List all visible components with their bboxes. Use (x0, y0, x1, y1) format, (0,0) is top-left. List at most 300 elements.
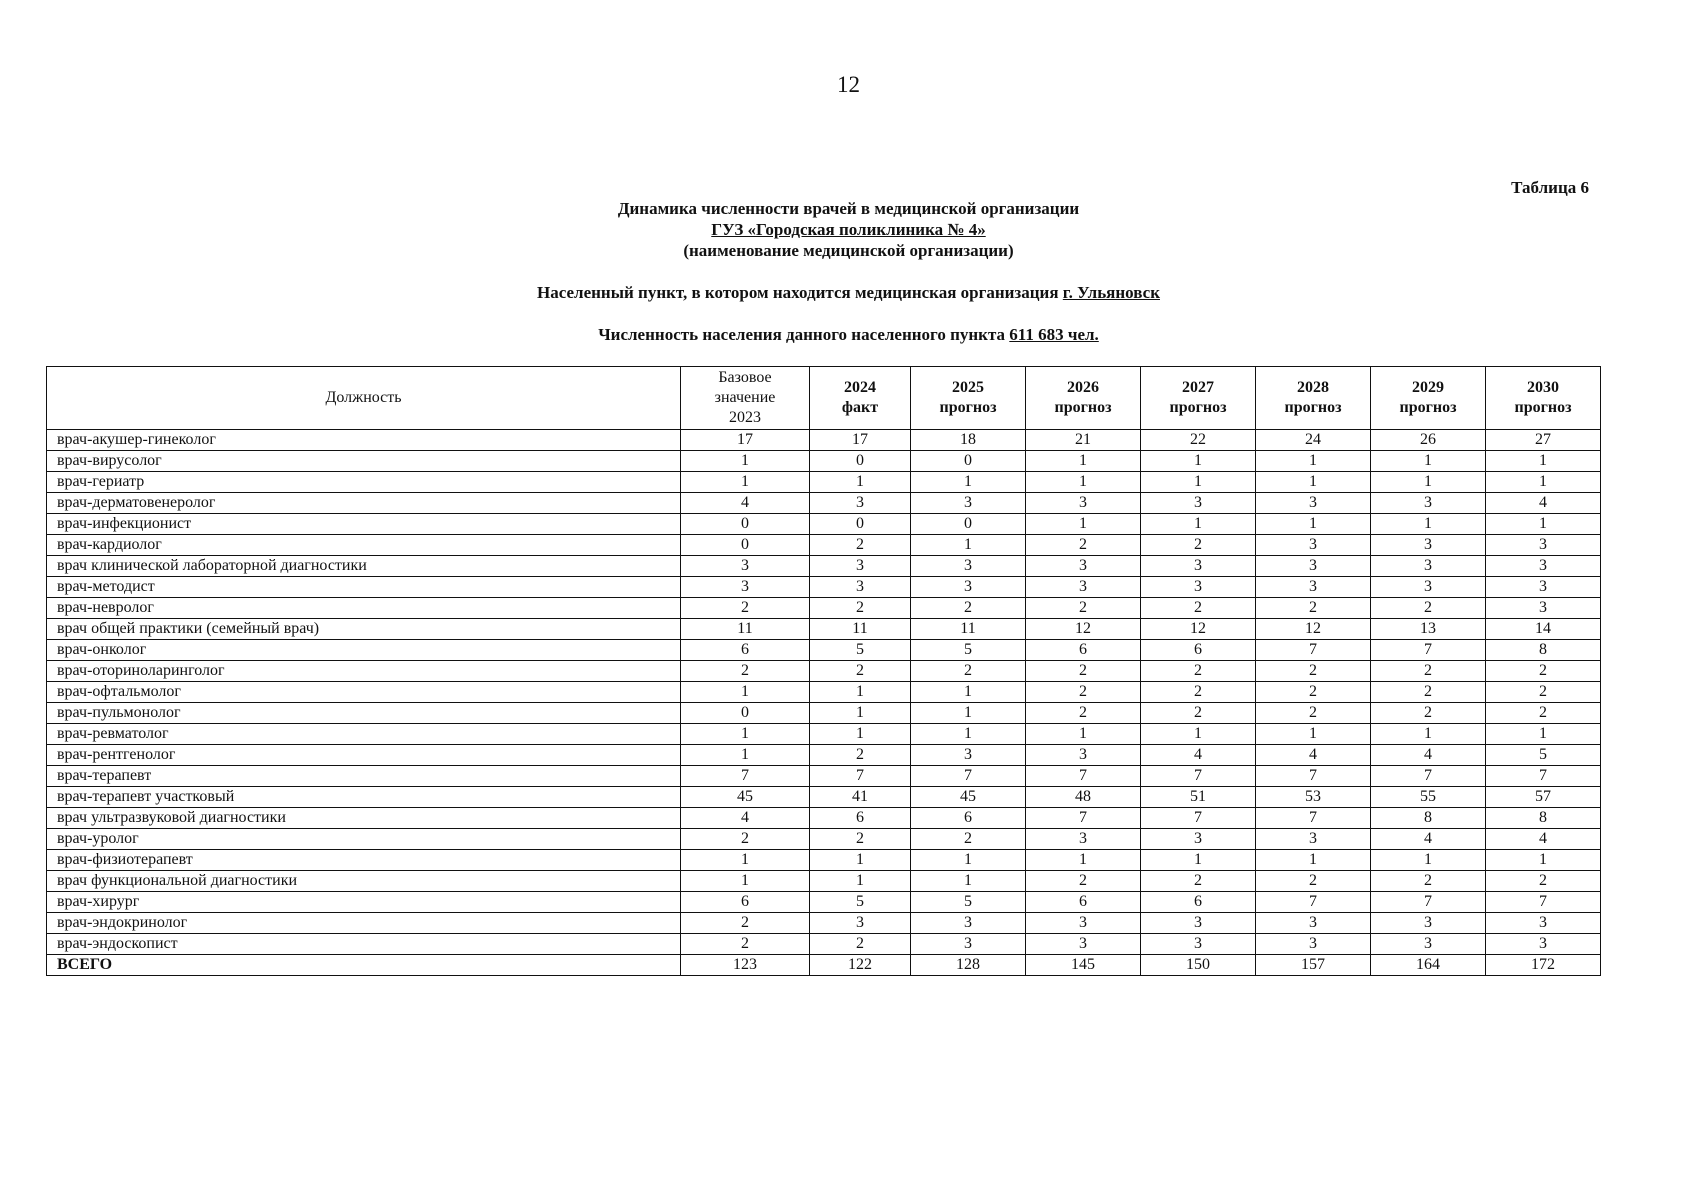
value-cell: 4 (681, 493, 810, 514)
value-cell: 2 (1486, 682, 1601, 703)
value-cell: 1 (1026, 724, 1141, 745)
value-cell: 3 (1256, 913, 1371, 934)
value-cell: 7 (1371, 892, 1486, 913)
year-column-header (911, 367, 1026, 430)
value-cell: 3 (810, 577, 911, 598)
value-cell: 7 (681, 766, 810, 787)
value-cell: 1 (1371, 724, 1486, 745)
position-cell: врач клинической лабораторной диагностики (47, 556, 681, 577)
settlement-value: г. Ульяновск (1062, 283, 1160, 302)
position-cell: врач-ревматолог (47, 724, 681, 745)
value-cell: 5 (1486, 745, 1601, 766)
value-cell: 1 (681, 451, 810, 472)
value-cell: 3 (1026, 913, 1141, 934)
value-cell: 4 (1256, 745, 1371, 766)
value-cell: 1 (911, 472, 1026, 493)
position-cell: врач-акушер-гинеколог (47, 430, 681, 451)
value-cell: 2 (1141, 871, 1256, 892)
value-cell: 0 (810, 451, 911, 472)
value-cell: 3 (1371, 934, 1486, 955)
value-cell: 6 (911, 808, 1026, 829)
value-cell: 26 (1371, 430, 1486, 451)
value-cell: 2 (1371, 682, 1486, 703)
value-cell: 2 (1141, 598, 1256, 619)
value-cell: 2 (681, 598, 810, 619)
table-row (47, 577, 1601, 598)
position-cell: врач-инфекционист (47, 514, 681, 535)
table-header-row (47, 367, 1601, 430)
value-cell: 7 (1256, 766, 1371, 787)
value-cell: 7 (1371, 640, 1486, 661)
population-line (0, 325, 1697, 345)
value-cell: 17 (681, 430, 810, 451)
year-column-header (1256, 367, 1371, 430)
value-cell: 2 (1026, 871, 1141, 892)
position-cell: врач-онколог (47, 640, 681, 661)
value-cell: 2 (810, 598, 911, 619)
value-cell: 1 (1486, 514, 1601, 535)
value-cell: 12 (1141, 619, 1256, 640)
table-row (47, 724, 1601, 745)
position-cell: врач общей практики (семейный врач) (47, 619, 681, 640)
value-cell: 2 (1141, 703, 1256, 724)
year-column-header (1371, 367, 1486, 430)
population-label: Численность населения данного населенного пункта (598, 325, 1006, 344)
value-cell: 18 (911, 430, 1026, 451)
value-cell: 3 (1486, 913, 1601, 934)
value-cell: 3 (1256, 556, 1371, 577)
table-row (47, 493, 1601, 514)
value-cell: 5 (810, 640, 911, 661)
position-cell: врач-терапевт участковый (47, 787, 681, 808)
position-cell: врач-уролог (47, 829, 681, 850)
value-cell: 1 (810, 472, 911, 493)
value-cell: 3 (1141, 934, 1256, 955)
value-cell: 4 (1141, 745, 1256, 766)
value-cell: 5 (911, 892, 1026, 913)
value-cell: 0 (911, 514, 1026, 535)
position-cell: врач-оториноларинголог (47, 661, 681, 682)
table-row (47, 703, 1601, 724)
value-cell: 5 (911, 640, 1026, 661)
value-cell: 7 (1486, 892, 1601, 913)
value-cell: 2 (810, 745, 911, 766)
doctor-staffing-table (46, 366, 1601, 976)
position-cell: врач-гериатр (47, 472, 681, 493)
value-cell: 7 (1371, 766, 1486, 787)
value-cell: 2 (1256, 871, 1371, 892)
value-cell: 8 (1486, 640, 1601, 661)
value-cell: 1 (1141, 514, 1256, 535)
value-cell: 3 (1371, 556, 1486, 577)
value-cell: 3 (1141, 829, 1256, 850)
value-cell: 2 (1371, 871, 1486, 892)
value-cell: 3 (1141, 556, 1256, 577)
value-cell: 6 (1026, 640, 1141, 661)
value-cell: 1 (681, 472, 810, 493)
value-cell: 51 (1141, 787, 1256, 808)
value-cell: 3 (1486, 577, 1601, 598)
heading-title: Динамика численности врачей в медицинской организации (617, 199, 1080, 218)
value-cell: 12 (1026, 619, 1141, 640)
value-cell: 1 (1371, 514, 1486, 535)
header-kind: прогноз (1514, 399, 1572, 416)
base-value-column-header (681, 367, 810, 430)
header-year: 2030 (1527, 379, 1559, 396)
value-cell: 14 (1486, 619, 1601, 640)
header-kind: прогноз (939, 399, 997, 416)
value-cell: 3 (681, 556, 810, 577)
position-cell: врач-дерматовенеролог (47, 493, 681, 514)
value-cell: 122 (810, 955, 911, 976)
value-cell: 3 (1486, 598, 1601, 619)
value-cell: 1 (1026, 850, 1141, 871)
value-cell: 2 (810, 661, 911, 682)
table-row (47, 913, 1601, 934)
value-cell: 0 (681, 703, 810, 724)
value-cell: 3 (1026, 577, 1141, 598)
value-cell: 2 (1256, 682, 1371, 703)
position-cell: врач-пульмонолог (47, 703, 681, 724)
value-cell: 3 (1486, 535, 1601, 556)
value-cell: 3 (911, 934, 1026, 955)
value-cell: 41 (810, 787, 911, 808)
position-cell: врач-эндоскопист (47, 934, 681, 955)
value-cell: 1 (1371, 472, 1486, 493)
base-header-line: 2023 (729, 409, 761, 426)
value-cell: 57 (1486, 787, 1601, 808)
value-cell: 3 (1256, 577, 1371, 598)
value-cell: 6 (810, 808, 911, 829)
header-year: 2024 (844, 379, 876, 396)
value-cell: 128 (911, 955, 1026, 976)
value-cell: 6 (1141, 892, 1256, 913)
organization-name: ГУЗ «Городская поликлиника № 4» (711, 220, 986, 239)
header-year: 2028 (1297, 379, 1329, 396)
value-cell: 3 (1256, 493, 1371, 514)
value-cell: 6 (1141, 640, 1256, 661)
value-cell: 3 (1026, 493, 1141, 514)
value-cell: 3 (1256, 934, 1371, 955)
table-row (47, 787, 1601, 808)
value-cell: 3 (911, 913, 1026, 934)
year-column-header (1486, 367, 1601, 430)
value-cell: 1 (1141, 472, 1256, 493)
value-cell: 1 (810, 871, 911, 892)
value-cell: 1 (911, 703, 1026, 724)
header-year: 2027 (1182, 379, 1214, 396)
value-cell: 1 (1371, 850, 1486, 871)
year-column-header (1141, 367, 1256, 430)
value-cell: 1 (1256, 472, 1371, 493)
value-cell: 1 (681, 745, 810, 766)
value-cell: 4 (1371, 745, 1486, 766)
value-cell: 1 (681, 871, 810, 892)
value-cell: 55 (1371, 787, 1486, 808)
settlement-label: Населенный пункт, в котором находится медицинская организация (537, 283, 1059, 302)
value-cell: 7 (1026, 808, 1141, 829)
value-cell: 172 (1486, 955, 1601, 976)
total-row (47, 955, 1601, 976)
position-column-header: Должность (47, 367, 681, 430)
base-header-line: Базовое (718, 369, 772, 386)
value-cell: 4 (1486, 829, 1601, 850)
value-cell: 3 (1486, 556, 1601, 577)
value-cell: 7 (911, 766, 1026, 787)
value-cell: 2 (1486, 703, 1601, 724)
value-cell: 1 (1256, 724, 1371, 745)
value-cell: 2 (1371, 661, 1486, 682)
value-cell: 3 (1371, 577, 1486, 598)
table-row (47, 472, 1601, 493)
value-cell: 2 (810, 535, 911, 556)
value-cell: 4 (1486, 493, 1601, 514)
year-column-header (810, 367, 911, 430)
value-cell: 3 (911, 556, 1026, 577)
value-cell: 1 (810, 850, 911, 871)
value-cell: 157 (1256, 955, 1371, 976)
value-cell: 2 (1141, 661, 1256, 682)
value-cell: 1 (1486, 472, 1601, 493)
page-number: 12 (837, 72, 860, 97)
value-cell: 3 (911, 577, 1026, 598)
position-cell: врач-эндокринолог (47, 913, 681, 934)
table-row (47, 871, 1601, 892)
table-row (47, 598, 1601, 619)
value-cell: 1 (810, 703, 911, 724)
value-cell: 7 (1141, 766, 1256, 787)
value-cell: 1 (911, 535, 1026, 556)
value-cell: 53 (1256, 787, 1371, 808)
value-cell: 3 (1256, 829, 1371, 850)
value-cell: 150 (1141, 955, 1256, 976)
value-cell: 123 (681, 955, 810, 976)
position-cell: врач-терапевт (47, 766, 681, 787)
value-cell: 7 (1256, 640, 1371, 661)
value-cell: 1 (1371, 451, 1486, 472)
value-cell: 2 (681, 934, 810, 955)
value-cell: 2 (1026, 682, 1141, 703)
value-cell: 7 (810, 766, 911, 787)
value-cell: 2 (681, 913, 810, 934)
value-cell: 48 (1026, 787, 1141, 808)
value-cell: 1 (810, 724, 911, 745)
base-header-line: значение (714, 389, 776, 406)
value-cell: 1 (1256, 850, 1371, 871)
value-cell: 2 (1256, 703, 1371, 724)
header-kind: прогноз (1284, 399, 1342, 416)
position-cell: врач-хирург (47, 892, 681, 913)
value-cell: 1 (681, 724, 810, 745)
position-cell: врач функциональной диагностики (47, 871, 681, 892)
organization-caption: (наименование медицинской организации) (683, 241, 1014, 260)
header-kind: прогноз (1054, 399, 1112, 416)
value-cell: 2 (1371, 598, 1486, 619)
table-row (47, 640, 1601, 661)
table-row (47, 682, 1601, 703)
table-row (47, 514, 1601, 535)
header-year: 2029 (1412, 379, 1444, 396)
table-row (47, 766, 1601, 787)
value-cell: 2 (810, 934, 911, 955)
value-cell: 1 (681, 850, 810, 871)
value-cell: 1 (681, 682, 810, 703)
value-cell: 2 (911, 829, 1026, 850)
value-cell: 2 (681, 661, 810, 682)
value-cell: 2 (1256, 598, 1371, 619)
population-value: 611 683 чел. (1009, 325, 1099, 344)
value-cell: 2 (810, 829, 911, 850)
value-cell: 3 (810, 913, 911, 934)
value-cell: 3 (1256, 535, 1371, 556)
position-cell: врач-вирусолог (47, 451, 681, 472)
value-cell: 1 (1486, 850, 1601, 871)
value-cell: 7 (1486, 766, 1601, 787)
value-cell: 1 (1141, 451, 1256, 472)
value-cell: 1 (1141, 724, 1256, 745)
value-cell: 0 (810, 514, 911, 535)
value-cell: 4 (681, 808, 810, 829)
value-cell: 3 (1486, 934, 1601, 955)
value-cell: 2 (1141, 535, 1256, 556)
value-cell: 5 (810, 892, 911, 913)
value-cell: 1 (1486, 724, 1601, 745)
value-cell: 2 (1026, 703, 1141, 724)
value-cell: 45 (911, 787, 1026, 808)
table-row (47, 850, 1601, 871)
table-body (47, 430, 1601, 976)
value-cell: 0 (681, 535, 810, 556)
value-cell: 1 (810, 682, 911, 703)
value-cell: 6 (1026, 892, 1141, 913)
position-cell: врач-рентгенолог (47, 745, 681, 766)
value-cell: 7 (1256, 892, 1371, 913)
header-kind: прогноз (1169, 399, 1227, 416)
value-cell: 11 (681, 619, 810, 640)
value-cell: 21 (1026, 430, 1141, 451)
value-cell: 3 (911, 745, 1026, 766)
value-cell: 1 (1141, 850, 1256, 871)
value-cell: 145 (1026, 955, 1141, 976)
value-cell: 24 (1256, 430, 1371, 451)
position-cell: врач-методист (47, 577, 681, 598)
value-cell: 22 (1141, 430, 1256, 451)
value-cell: 2 (1026, 661, 1141, 682)
value-cell: 1 (911, 724, 1026, 745)
position-cell: врач ультразвуковой диагностики (47, 808, 681, 829)
header-year: 2025 (952, 379, 984, 396)
value-cell: 3 (1026, 745, 1141, 766)
value-cell: 2 (1486, 661, 1601, 682)
table-label: Таблица 6 (1511, 178, 1589, 197)
value-cell: 164 (1371, 955, 1486, 976)
position-cell: ВСЕГО (47, 955, 681, 976)
value-cell: 3 (1371, 913, 1486, 934)
value-cell: 17 (810, 430, 911, 451)
year-column-header (1026, 367, 1141, 430)
value-cell: 7 (1026, 766, 1141, 787)
value-cell: 3 (1371, 493, 1486, 514)
position-cell: врач-офтальмолог (47, 682, 681, 703)
value-cell: 3 (810, 493, 911, 514)
value-cell: 0 (681, 514, 810, 535)
table-row (47, 451, 1601, 472)
value-cell: 6 (681, 892, 810, 913)
value-cell: 12 (1256, 619, 1371, 640)
value-cell: 1 (1026, 514, 1141, 535)
table-row (47, 535, 1601, 556)
table-row (47, 892, 1601, 913)
table-row (47, 934, 1601, 955)
position-cell: врач-кардиолог (47, 535, 681, 556)
value-cell: 2 (911, 598, 1026, 619)
table-row (47, 556, 1601, 577)
settlement-line (0, 283, 1697, 303)
value-cell: 13 (1371, 619, 1486, 640)
heading-org-line (0, 219, 1697, 240)
value-cell: 1 (1026, 451, 1141, 472)
value-cell: 1 (911, 850, 1026, 871)
value-cell: 2 (1026, 598, 1141, 619)
value-cell: 2 (1371, 703, 1486, 724)
position-cell: врач-физиотерапевт (47, 850, 681, 871)
value-cell: 8 (1371, 808, 1486, 829)
table-row (47, 430, 1601, 451)
value-cell: 1 (1486, 451, 1601, 472)
value-cell: 2 (1141, 682, 1256, 703)
value-cell: 3 (1026, 829, 1141, 850)
value-cell: 8 (1486, 808, 1601, 829)
value-cell: 3 (1141, 913, 1256, 934)
value-cell: 2 (911, 661, 1026, 682)
value-cell: 6 (681, 640, 810, 661)
table-row (47, 829, 1601, 850)
value-cell: 1 (1256, 451, 1371, 472)
value-cell: 7 (1141, 808, 1256, 829)
value-cell: 45 (681, 787, 810, 808)
value-cell: 1 (911, 871, 1026, 892)
value-cell: 0 (911, 451, 1026, 472)
position-cell: врач-невролог (47, 598, 681, 619)
value-cell: 3 (1371, 535, 1486, 556)
table-row (47, 745, 1601, 766)
value-cell: 2 (681, 829, 810, 850)
value-cell: 11 (810, 619, 911, 640)
value-cell: 1 (1026, 472, 1141, 493)
table-row (47, 661, 1601, 682)
value-cell: 1 (911, 682, 1026, 703)
header-kind: прогноз (1399, 399, 1457, 416)
value-cell: 3 (810, 556, 911, 577)
header-kind: факт (841, 399, 879, 416)
value-cell: 3 (1026, 934, 1141, 955)
value-cell: 2 (1486, 871, 1601, 892)
table-row (47, 619, 1601, 640)
value-cell: 1 (1256, 514, 1371, 535)
header-year: 2026 (1067, 379, 1099, 396)
value-cell: 3 (1141, 493, 1256, 514)
value-cell: 3 (911, 493, 1026, 514)
table-row (47, 808, 1601, 829)
value-cell: 3 (681, 577, 810, 598)
value-cell: 2 (1256, 661, 1371, 682)
value-cell: 2 (1026, 535, 1141, 556)
value-cell: 3 (1141, 577, 1256, 598)
document-heading (0, 198, 1697, 261)
value-cell: 4 (1371, 829, 1486, 850)
value-cell: 27 (1486, 430, 1601, 451)
value-cell: 7 (1256, 808, 1371, 829)
